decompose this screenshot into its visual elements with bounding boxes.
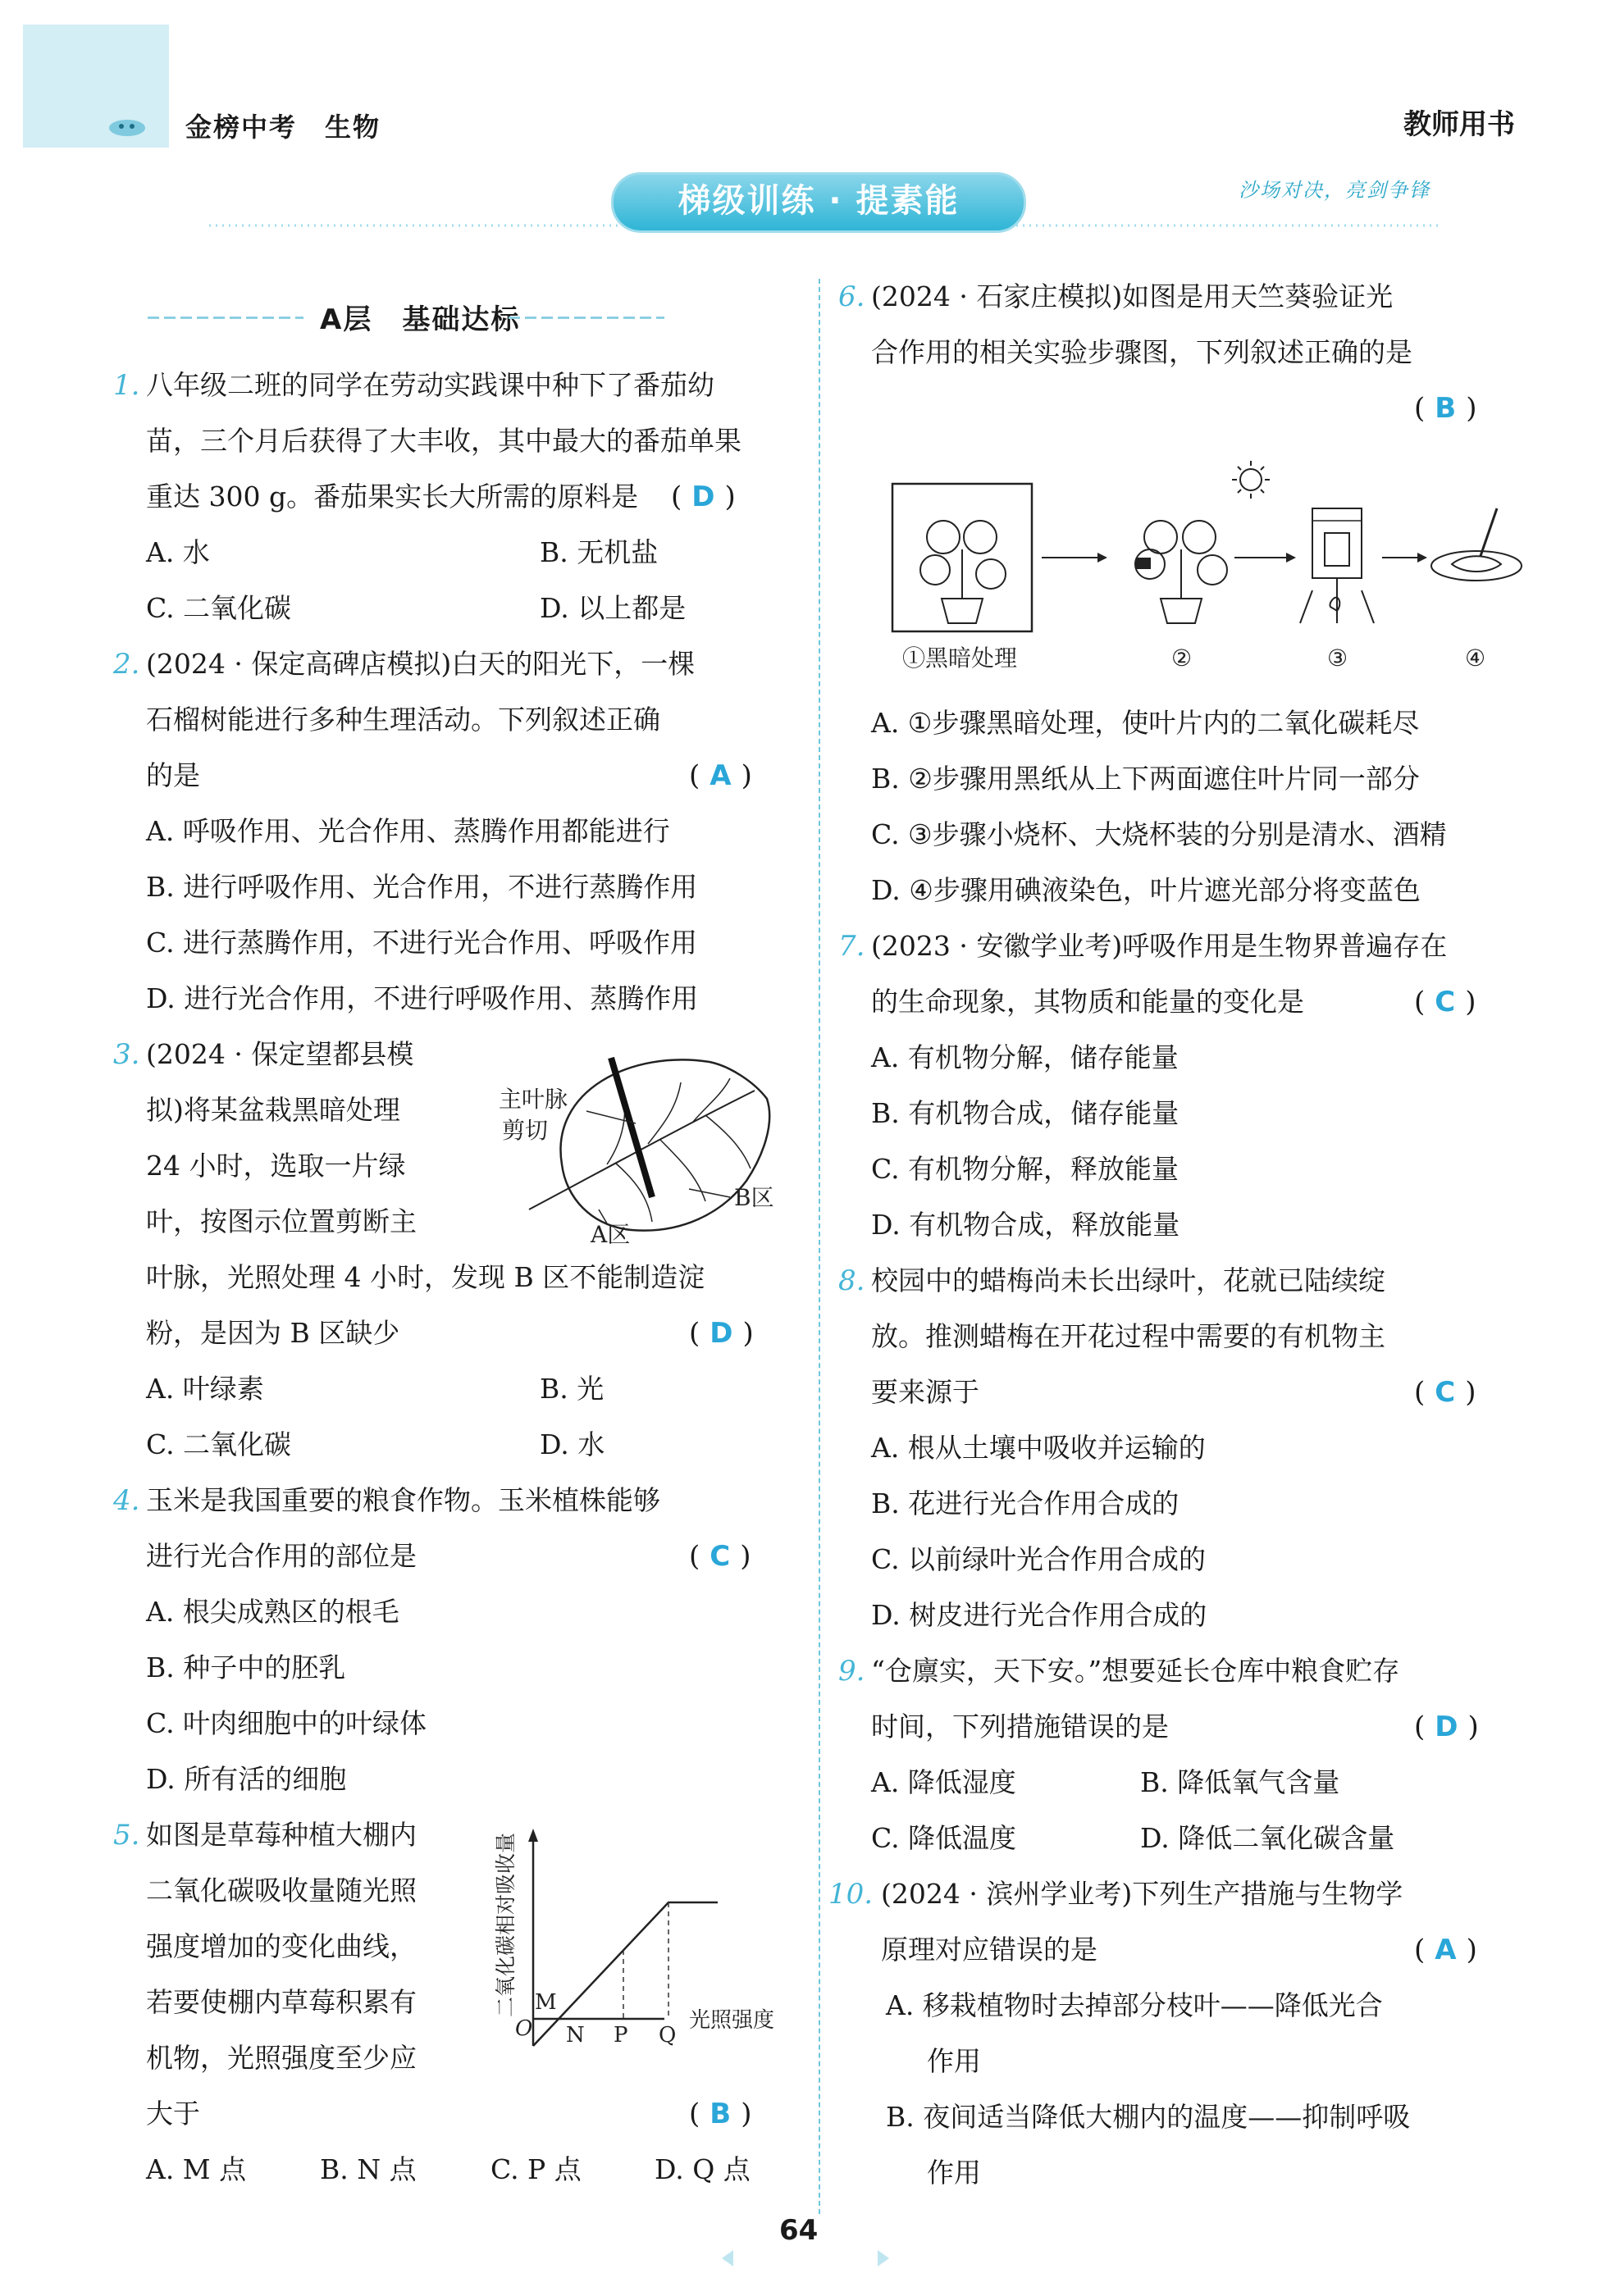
question-text-line: 时间，下列措施错误的是 <box>871 1711 1169 1742</box>
step-2-label: ② <box>1171 645 1193 672</box>
petri-dish-icon <box>1431 508 1522 581</box>
question-number: 9. <box>838 1655 865 1688</box>
plant-1-icon <box>920 521 1006 623</box>
option: B. 光 <box>540 1373 605 1405</box>
option: B. 夜间适当降低大棚内的温度——抑制呼吸 <box>886 2101 1411 2133</box>
question-text-line: 强度增加的变化曲线， <box>146 1930 417 1962</box>
step-3-label: ③ <box>1327 645 1348 672</box>
answer-blank: ( B ) <box>689 2098 752 2130</box>
edition-label: 教师用书 <box>1403 108 1515 141</box>
question-number: 8. <box>838 1264 865 1297</box>
option: C. 有机物分解，释放能量 <box>871 1153 1179 1185</box>
question-text-line: (2024 · 滨州学业考)下列生产措施与生物学 <box>881 1878 1403 1910</box>
option: A. M 点 <box>146 2153 247 2185</box>
question-number: 3. <box>113 1038 140 1071</box>
option: B. 降低氧气含量 <box>1140 1766 1340 1798</box>
option: B. N 点 <box>320 2153 417 2185</box>
question-text-line: (2023 · 安徽学业考)呼吸作用是生物界普遍存在 <box>871 930 1448 962</box>
answer-letter: D <box>1435 1711 1458 1743</box>
option: C. 降低温度 <box>871 1822 1017 1854</box>
option: C. 叶肉细胞中的叶绿体 <box>146 1707 427 1739</box>
question-text-line: 叶，按图示位置剪断主 <box>146 1205 417 1237</box>
answer-blank: ( A ) <box>1414 1934 1477 1966</box>
answer-letter: A <box>1435 1934 1457 1966</box>
question-number: 7. <box>838 930 865 963</box>
option: D. 树皮进行光合作用合成的 <box>871 1599 1207 1631</box>
option: A. ①步骤黑暗处理，使叶片内的二氧化碳耗尽 <box>871 707 1420 739</box>
answer-letter: C <box>710 1540 731 1573</box>
option: A. 呼吸作用、光合作用、蒸腾作用都能进行 <box>146 815 670 847</box>
section-title: A层 基础达标 <box>320 303 521 336</box>
option: D. 以上都是 <box>540 592 687 624</box>
question-text-line: 石榴树能进行多种生理活动。下列叙述正确 <box>146 704 660 736</box>
column-divider <box>819 279 820 2214</box>
label-main-vein: 主叶脉 <box>499 1086 568 1113</box>
option: B. ②步骤用黑纸从上下两面遮住叶片同一部分 <box>871 763 1420 795</box>
option: 作用 <box>927 2045 981 2077</box>
option: A. 根尖成熟区的根毛 <box>146 1596 399 1628</box>
question-text-line: 机物，光照强度至少应 <box>146 2042 417 2074</box>
question-text-line: 二氧化碳吸收量随光照 <box>146 1875 417 1906</box>
question-text-line: 重达 300 g。番茄果实长大所需的原料是 <box>146 481 639 512</box>
question-text-line: (2024 · 保定望都县模 <box>146 1038 414 1070</box>
step-4-label: ④ <box>1465 645 1486 672</box>
answer-blank: ( D ) <box>1414 1711 1479 1743</box>
question-text-line: 进行光合作用的部位是 <box>146 1540 417 1572</box>
answer-blank: ( C ) <box>1414 1376 1476 1409</box>
option: B. 花进行光合作用合成的 <box>871 1487 1179 1519</box>
question-number: 10. <box>828 1878 874 1911</box>
option: B. 进行呼吸作用、光合作用，不进行蒸腾作用 <box>146 871 698 903</box>
answer-letter: C <box>1435 1376 1456 1409</box>
answer-letter: B <box>710 2098 732 2130</box>
question-number: 6. <box>838 280 865 313</box>
question-text-line: 24 小时，选取一片绿 <box>146 1150 406 1182</box>
question-number: 1. <box>113 369 140 402</box>
sun-icon <box>1232 461 1270 499</box>
question-text-line: 放。推测蜡梅在开花过程中需要的有机物主 <box>871 1320 1385 1352</box>
option: A. 水 <box>146 536 210 568</box>
option: D. 所有活的细胞 <box>146 1763 347 1795</box>
option: D. 有机物合成，释放能量 <box>871 1209 1180 1241</box>
option: A. 根从土壤中吸收并运输的 <box>871 1432 1206 1464</box>
answer-blank: ( D ) <box>689 1317 754 1350</box>
option: D. 水 <box>540 1428 605 1460</box>
label-cut: 剪切 <box>502 1117 549 1144</box>
point-p: P <box>614 2023 628 2048</box>
answer-blank: ( B ) <box>1414 392 1477 425</box>
question-number: 4. <box>113 1484 140 1517</box>
y-axis-label: 二氧化碳相对吸收量 <box>494 1832 518 2017</box>
option: D. 进行光合作用，不进行呼吸作用、蒸腾作用 <box>146 982 699 1014</box>
mascot-logo-icon <box>105 113 149 138</box>
plant-2-icon <box>1135 521 1227 623</box>
option: C. 二氧化碳 <box>146 592 292 624</box>
banner-title: 梯级训练 · 提素能 <box>611 172 1026 233</box>
question-text-line: 玉米是我国重要的粮食作物。玉米植株能够 <box>146 1484 660 1516</box>
option: C. 进行蒸腾作用，不进行光合作用、呼吸作用 <box>146 927 698 959</box>
question-text-line: 苗，三个月后获得了大丰收，其中最大的番茄单果 <box>146 425 741 457</box>
prev-page-icon <box>722 2250 733 2266</box>
question-text-line: “仓廪实，天下安。”想要延长仓库中粮食贮存 <box>871 1655 1400 1687</box>
option: C. ③步骤小烧杯、大烧杯装的分别是清水、酒精 <box>871 818 1447 850</box>
question-text-line: 合作用的相关实验步骤图，下列叙述正确的是 <box>871 336 1412 368</box>
page-number: 64 <box>779 2214 819 2247</box>
option: C. 以前绿叶光合作用合成的 <box>871 1543 1207 1575</box>
origin-label: O <box>515 2016 533 2041</box>
step-1-label: ①黑暗处理 <box>902 645 1018 672</box>
answer-letter: C <box>1435 986 1456 1018</box>
question-text-line: 要来源于 <box>871 1376 979 1408</box>
option: 作用 <box>927 2157 981 2189</box>
answer-blank: ( A ) <box>689 759 752 792</box>
point-m: M <box>535 1990 557 2015</box>
question-text-line: (2024 · 保定高碑店模拟)白天的阳光下，一棵 <box>146 648 696 680</box>
option: D. Q 点 <box>655 2153 751 2185</box>
point-n: N <box>566 2023 585 2048</box>
question-text-line: 八年级二班的同学在劳动实践课中种下了番茄幼 <box>146 369 714 401</box>
question-text-line: 如图是草莓种植大棚内 <box>146 1819 417 1851</box>
question-text-line: (2024 · 石家庄模拟)如图是用天竺葵验证光 <box>871 280 1394 312</box>
option: B. 种子中的胚乳 <box>146 1651 346 1683</box>
option: B. 无机盐 <box>540 536 659 568</box>
answer-blank: ( D ) <box>671 481 736 513</box>
question-text-line: 叶脉，光照处理 4 小时，发现 B 区不能制造淀 <box>146 1261 705 1293</box>
question-text-line: 大于 <box>146 2098 200 2130</box>
question-number: 2. <box>113 648 140 681</box>
option: D. 降低二氧化碳含量 <box>1140 1822 1395 1854</box>
label-zone-a: A区 <box>591 1221 631 1246</box>
answer-letter: D <box>710 1317 733 1350</box>
answer-letter: B <box>1435 392 1457 425</box>
answer-letter: A <box>710 759 732 792</box>
answer-letter: D <box>691 481 715 513</box>
question-text-line: 拟)将某盆栽黑暗处理 <box>146 1094 400 1126</box>
question-text-line: 若要使棚内草莓积累有 <box>146 1986 417 2018</box>
option: C. 二氧化碳 <box>146 1428 292 1460</box>
option: A. 有机物分解，储存能量 <box>871 1041 1179 1073</box>
question-text-line: 的是 <box>146 759 200 791</box>
section-title-dash-right <box>509 317 664 319</box>
next-page-icon <box>878 2250 889 2266</box>
label-zone-b: B区 <box>734 1184 774 1211</box>
question-text-line: 校园中的蜡梅尚未长出绿叶，花就已陆续绽 <box>871 1264 1385 1296</box>
water-bath-icon <box>1300 508 1374 623</box>
book-title: 金榜中考 生物 <box>185 112 381 143</box>
answer-blank: ( C ) <box>1414 986 1476 1018</box>
option: B. 有机物合成，储存能量 <box>871 1097 1179 1129</box>
x-axis-label: 光照强度 <box>689 2008 775 2033</box>
option: A. 叶绿素 <box>146 1373 264 1405</box>
option: D. ④步骤用碘液染色，叶片遮光部分将变蓝色 <box>871 874 1421 906</box>
question-text-line: 原理对应错误的是 <box>881 1934 1097 1966</box>
question-text-line: 的生命现象，其物质和能量的变化是 <box>871 986 1304 1018</box>
option: A. 降低湿度 <box>871 1766 1016 1798</box>
question-text-line: 粉，是因为 B 区缺少 <box>146 1317 400 1349</box>
point-q: Q <box>659 2023 677 2048</box>
experiment-steps-figure <box>886 459 1526 681</box>
section-title-dash-left <box>148 317 303 319</box>
cut-line <box>611 1058 652 1197</box>
answer-blank: ( C ) <box>689 1540 751 1573</box>
question-number: 5. <box>113 1819 140 1852</box>
option: C. P 点 <box>491 2153 582 2185</box>
option: A. 移栽植物时去掉部分枝叶——降低光合 <box>886 1989 1383 2021</box>
slogan: 沙场对决，亮剑争锋 <box>1239 179 1430 202</box>
leaf-diagram <box>484 1033 796 1246</box>
co2-light-graph <box>484 1820 796 2066</box>
